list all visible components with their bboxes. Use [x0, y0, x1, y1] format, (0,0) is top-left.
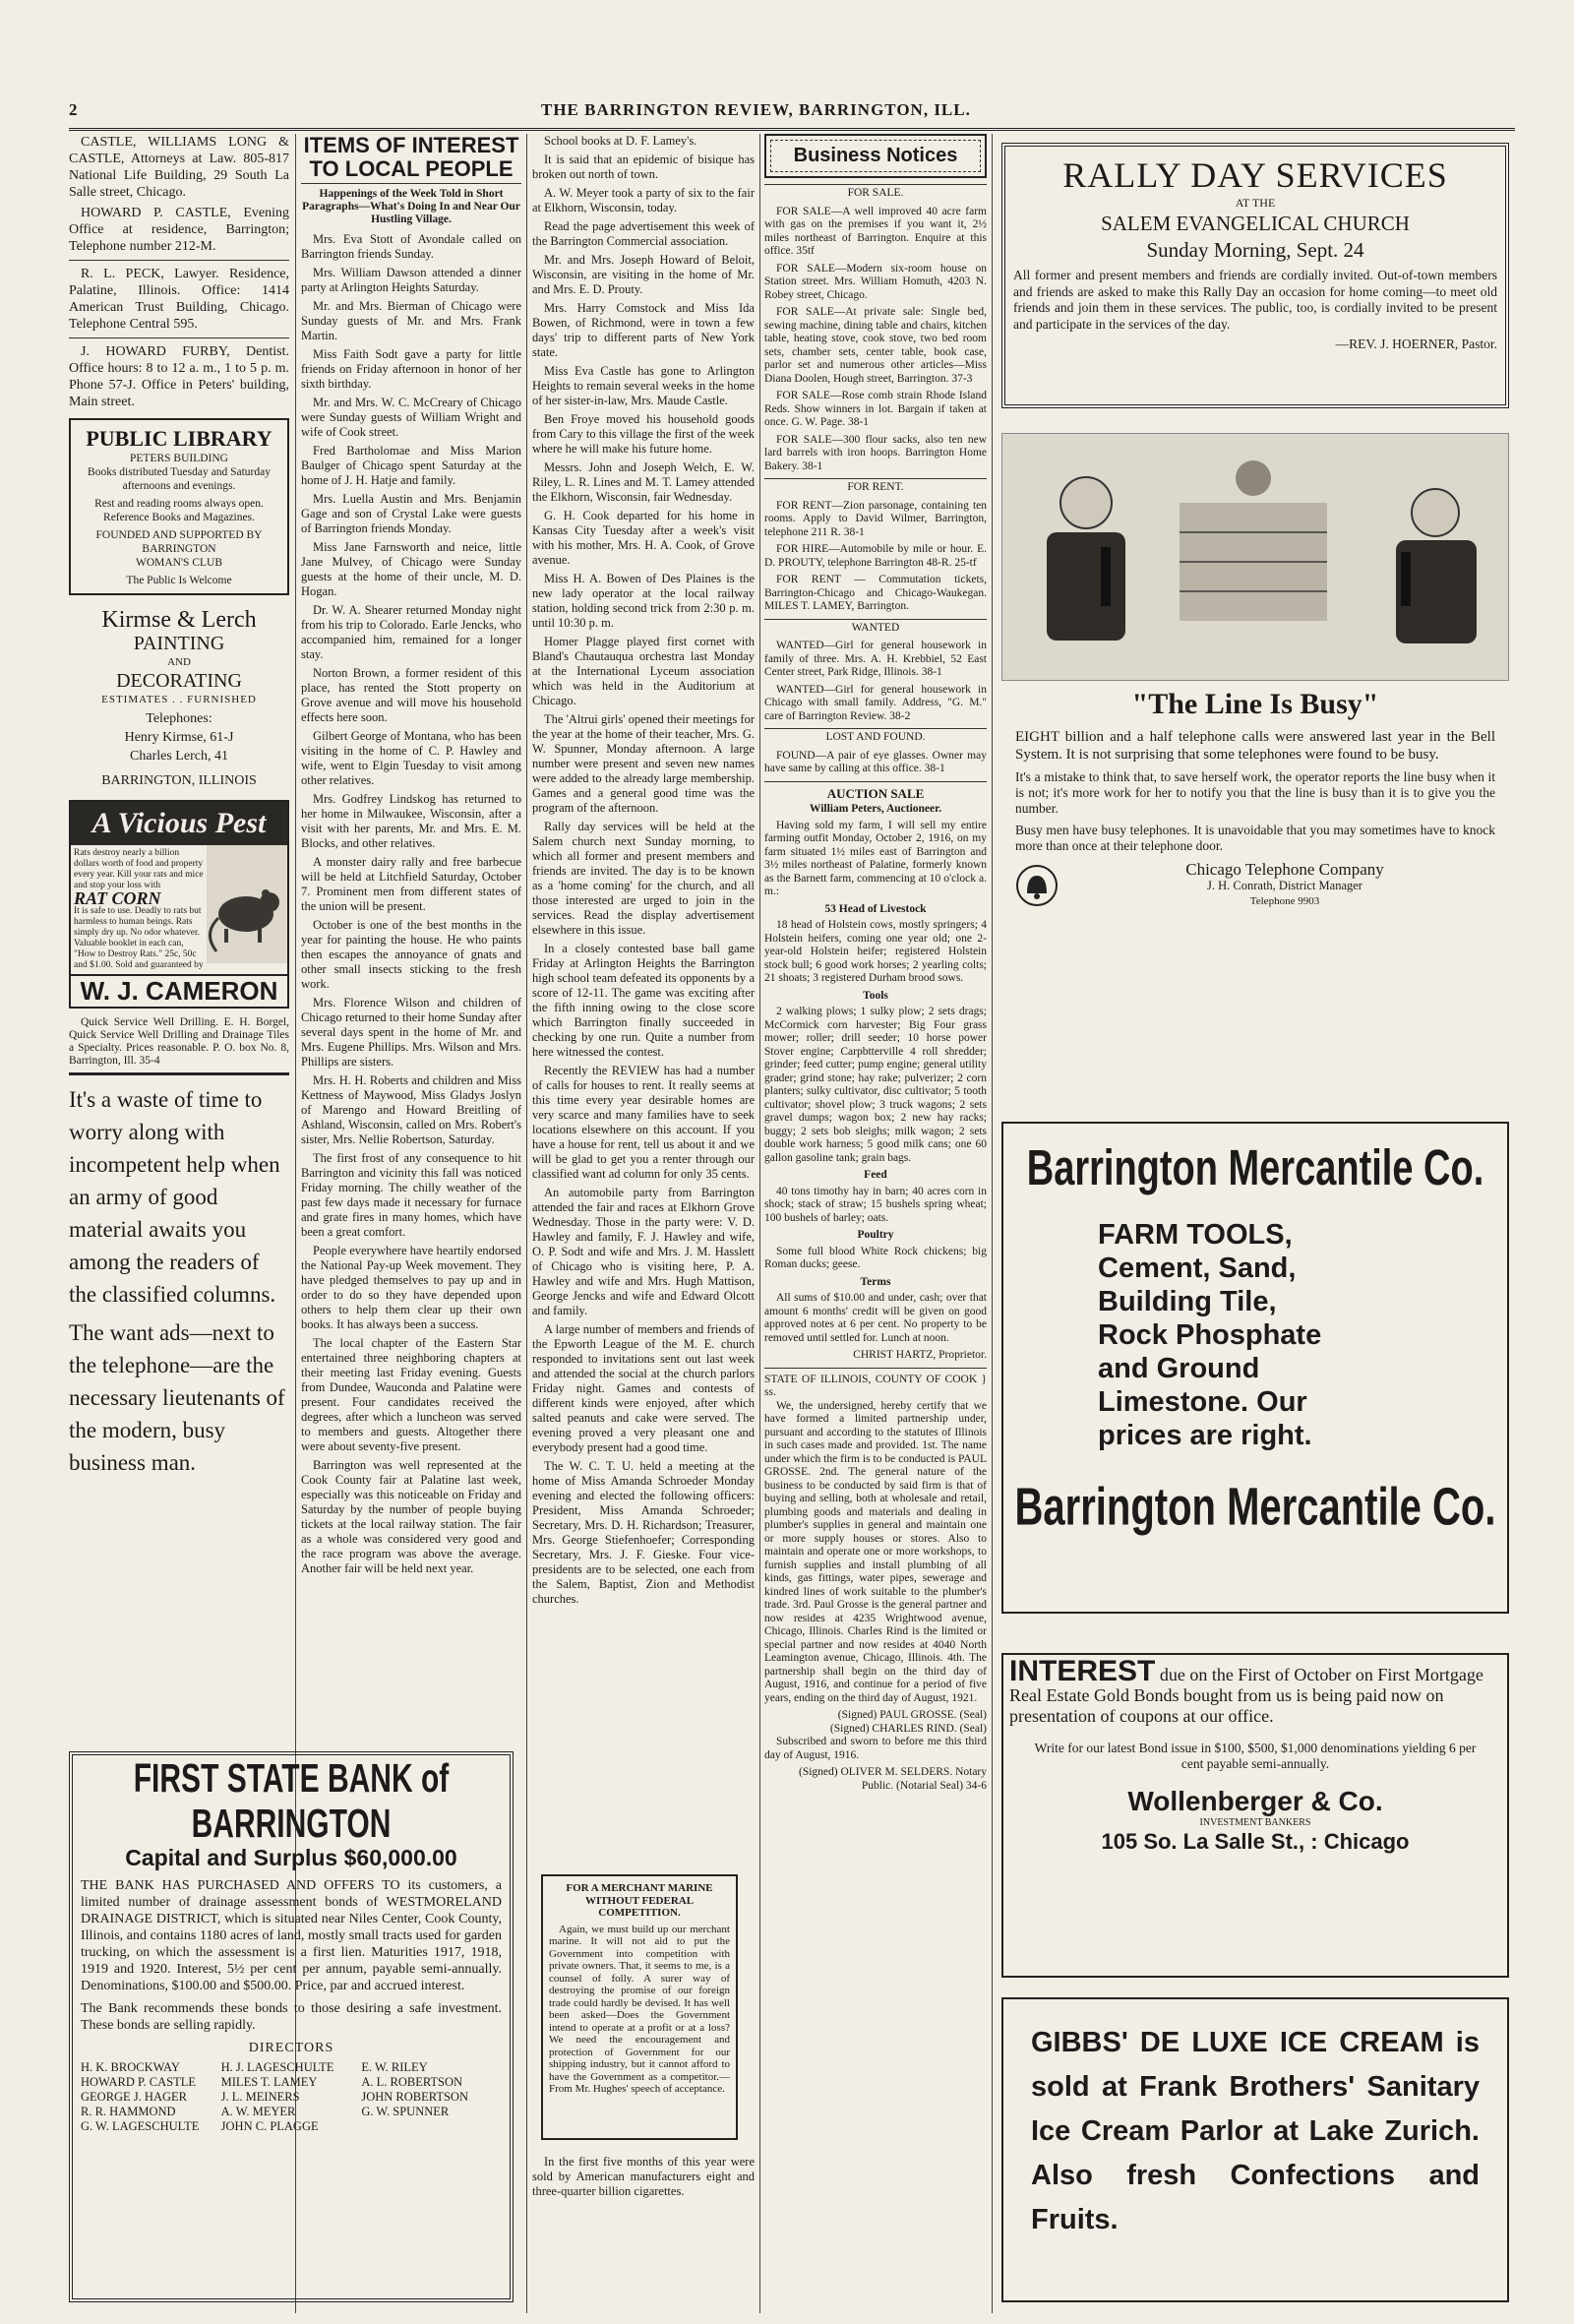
auctioneer: William Peters, Auctioneer. [809, 803, 942, 815]
classified-item: FOR RENT — Commutation tickets, Barrington-Chicago and Chicago-Waukegan. MILES T. LAMEY, Barrington. [764, 574, 987, 612]
interest-bond-text: Write for our latest Bond issue in $100, $500, $1,000 denominations yielding 6 per cent payable semi-annually. [1034, 1741, 1477, 1771]
state-heading: STATE OF ILLINOIS, COUNTY OF COOK } ss. [764, 1373, 987, 1398]
auction-proprietor: CHRIST HARTZ, Proprietor. [853, 1349, 987, 1361]
marine-title: FOR A MERCHANT MARINE WITHOUT FEDERAL COMPETITION. [566, 1882, 713, 1919]
telephone-company: Chicago Telephone Company [1185, 860, 1384, 879]
bank-title: FIRST STATE BANK of BARRINGTON [133, 1757, 450, 1847]
partnership-text: We, the undersigned, hereby certify that we have formed a limited partnership under, pursuant and according to the statutes of Illinois in such cases made and provided. 1st. The name under which the firm is to be conducted is PAUL GROSSE. 2nd. The general nature of the business to be conducted by said firm is that of buying and selling, both at wholesale and retail, plumbing goods and materials and dealing in plumber's supplies in general and maintain one or more supply houses or stores. Also to maintain and operate one or more workshops, to furnish supplies and install plumbing of all kinds, gas fittings, water pipes, sewerage and kindred lines of work suitable to the plumber's trade. 3rd. Paul Grosse is the general partner and now resides at 4235 Wrightwood avenue, Chicago, Illinois. Charles Rind is the limited or special partner and now resides at 4040 North Leamington avenue, Chicago, Illinois. 4th. The partnership shall begin on the third day of August, 1916, and continue for a period of five years, ending on the third day of August, 1921. [764, 1399, 987, 1704]
bell-icon [1015, 864, 1074, 907]
local-item: In a closely contested base ball game Friday at Arlington Heights the Barrington high school team defeated its opponents by a score of 12-11. The game was exciting after the fifth inning owing to the close score which Barrington finally succeeded in checking by one run. Quite a number from here witnessed the contest. [532, 942, 755, 1059]
local-items-subtitle: Happenings of the Week Told in Short Paragraphs—What's Doing In and Near Our Hustling Village. [302, 188, 520, 225]
local-item: Norton Brown, a former resident of this place, has rented the Stott property on Grove avenue and will move his household effects here soon. [301, 666, 521, 724]
local-item: Miss Faith Sodt gave a party for little friends on Friday afternoon in honor of her sixth birthday. [301, 347, 521, 391]
rat-corn-brand: RAT CORN [74, 888, 161, 908]
masthead-title: THE BARRINGTON REVIEW, BARRINGTON, ILL. [541, 100, 971, 119]
lost-found-item: FOUND—A pair of eye glasses. Owner may have same by calling at this office. 38-1 [764, 749, 987, 774]
bank-capital: Capital and Surplus $60,000.00 [125, 1845, 457, 1870]
classified-item: FOR SALE—At private sale: Single bed, sewing machine, dining table and chairs, kitchen table, heating stove, cook stove, two bed room sets, chamber sets, center table, book case, parlor set and numerous other articles—Miss Diana Doolen, Hough street, Barrington. 37-3 [764, 306, 987, 385]
furby-card: J. HOWARD FURBY, Dentist. Office hours: 8 to 12 a. m., 1 to 5 p. m. Phone 57-J. Office in Peters' building, Main street. [69, 344, 289, 409]
poultry-heading: Poultry [857, 1229, 894, 1241]
local-item: Mrs. Luella Austin and Mrs. Benjamin Gage and son of Crystal Lake were guests of Barrington friends Monday. [301, 492, 521, 535]
local-item: Mr. and Mrs. Bierman of Chicago were Sunday guests of Mr. and Mrs. Frank Martin. [301, 299, 521, 342]
wollenberger-name: Wollenberger & Co. [1127, 1786, 1383, 1816]
local-item: Miss Jane Farnsworth and neice, little Jane Mulvey, of Chicago were Sunday guests at the home of their uncle, M. D. Hogan. [301, 540, 521, 598]
mercantile-ad: Barrington Mercantile Co. FARM TOOLS, Cement, Sand, Building Tile, Rock Phosphate and Ground Limestone. Our prices are right. Barrington Mercantile Co. [1001, 1122, 1509, 1614]
bank-offer-text: THE BANK HAS PURCHASED AND OFFERS TO its customers, a limited number of drainage assessment bonds of WESTMORELAND DRAINAGE DISTRICT, which is situated near Niles Center, Cook County, Illinois, and contains 1180 acres of land, mostly small tracts used for garden trucking, on which the assessment is a first lien. Maturities 1917, 1918, 1919 and 1920. Interest, 5½ per cent per annum, payable semi-annually. Denominations, $100.00 and $500.00. Price, par and accrued interest. [81, 1878, 502, 1993]
director-name: HOWARD P. CASTLE [81, 2075, 197, 2089]
local-item: The W. C. T. U. held a meeting at the home of Miss Amanda Schroeder Monday evening and elected the following officers: President, Miss Amanda Schroeder; Secretary, Mrs. D. H. Richardson; Treasurer, Mrs. George Stiefenhoefer; Corresponding Secretary, Mrs. J. F. Gieske. Four vice-presidents are to be selected, one each from the Salem, Baptist, Zion and Methodist churches. [532, 1459, 755, 1606]
local-item: Mr. and Mrs. Joseph Howard of Beloit, Wisconsin, are visiting in the home of Mr. and Mrs. E. D. Prouty. [532, 253, 755, 296]
library-ad: PUBLIC LIBRARY PETERS BUILDING Books distributed Tuesday and Saturday afternoons and evenings. Rest and reading rooms always open. Reference Books and Magazines. FOUNDED AND SUPPORTED BY BARRINGTON WOMAN'S CLUB The Public Is Welcome [69, 418, 289, 595]
classified-item: FOR HIRE—Automobile by mile or hour. E. D. PROUTY, telephone Barrington 48-R. 25-tf [764, 543, 987, 569]
classified-item: FOR SALE—300 flour sacks, also ten new lard barrels with iron hoops. Barrington Home Bakery. 38-1 [764, 433, 987, 472]
local-item: School books at D. F. Lamey's. [544, 134, 697, 148]
feed-heading: Feed [864, 1169, 887, 1181]
wanted-list [764, 640, 987, 723]
for-rent-heading: FOR RENT. [764, 478, 987, 495]
local-item: Messrs. John and Joseph Welch, E. W. Riley, L. R. Lines and M. T. Lamey attended the Elkhorn, Wisconsin, fair Wednesday. [532, 460, 755, 504]
local-item: The 'Altrui girls' opened their meetings for the year at the home of their teacher, Mrs. G. W. Spunner, Monday afternoon. A large number were present and seven new names were added to the already large membership. Games and a general good time was the program of the afternoon. [532, 712, 755, 815]
well-drilling-ad: Quick Service Well Drilling. E. H. Borgel, Quick Service Well Drilling and Drainage Tiles a Specialty. Prices reasonable. P. O. box No. 8, Barrington, Ill. 35-4 [69, 1016, 289, 1067]
local-item: Mrs. William Dawson attended a dinner party at Arlington Heights Saturday. [301, 266, 521, 294]
column-1 [69, 134, 289, 1747]
local-item: Read the page advertisement this week of the Barrington Commercial association. [532, 219, 755, 248]
local-item: Mrs. H. H. Roberts and children and Miss Kettness of Maywood, Miss Gladys Joslyn of Marengo and Howard Breitling of Ashland, Wisconsin, called on Mrs. Robert's sister, Mrs. Nellie Robertson, Saturday. [301, 1073, 521, 1146]
director-name: JOHN C. PLAGGE [220, 2119, 319, 2133]
local-item: A monster dairy rally and free barbecue will be held at Litchfield Saturday, October 7. Prominent men from different states of the union will be present. [301, 855, 521, 913]
local-item: Dr. W. A. Shearer returned Monday night from his trip to Colorado. Earle Jencks, who accompanied him, remained for a longer stay. [301, 603, 521, 661]
local-items-list [301, 232, 521, 1576]
local-item: A large number of members and friends of the Epworth League of the M. E. church responded to invitations sent out last week and attended the social at the church parlors Friday night. Games and contests of different kinds were enjoyed, after which salted peanuts and cake were served. The evening proved a very pleasant one and everybody present had a good time. [532, 1322, 755, 1454]
director-name: JOHN ROBERTSON [361, 2090, 468, 2104]
local-item: Recently the REVIEW has had a number of calls for houses to rent. It really seems at this time every year desirable homes are very scarce and many families have to seek locations elsewhere on this account. If you have a house for rent, tell us about it and we will be glad to get you a renter through our classified want ad column for only 35 cents. [532, 1064, 755, 1181]
local-item: Rally day services will be held at the Salem church next Sunday morning, to which all former and present members and friends are invited. The day is to be known as a 'home coming' for the church, and all those interested are urged to join in the services. Read the display advertisement elsewhere in this issue. [532, 820, 755, 937]
classified-item: FOR SALE—A well improved 40 acre farm with gas on the premises if you want it, 2½ miles northeast of Barrington. Enquire at this office. 35tf [764, 205, 987, 257]
local-item: Mrs. Eva Stott of Avondale called on Barrington friends Sunday. [301, 232, 521, 261]
classified-promo-2: The want ads—next to the telephone—are the necessary lieutenants of the modern, busy business man. [69, 1320, 285, 1475]
rat-corn-ad: A Vicious Pest Rats destroy nearly a billion dollars worth of food and property every year. Kill your rats and mice and stop your loss with RAT CORN It is safe to use. Deadly to rats but harmless to human beings. Rats simply dry up. No odor whatever. Valuable booklet in each can, "How to Destroy Rats." 25c, 50c and $1.00. Sold and guaranteed by W. J. CAMERON [69, 800, 289, 1009]
directors-list [81, 2060, 502, 2134]
howard-castle-card: HOWARD P. CASTLE, Evening Office at residence, Barrington; Telephone number 212-M. [69, 206, 289, 254]
local-item: An automobile party from Barrington attended the fair and races at Elkhorn Grove Wednesday. Those in the party were: V. D. Hawley and family, F. J. Hawley and wife, O. P. Sodt and wife and Mrs. J. M. Hasslett of Chicago who is visiting here, P. A. Hawley and wife and Mrs. Hugh Mattison, George Jencks and wife and Edward Olcott and family. [532, 1186, 755, 1317]
classified-item: WANTED—Girl for general housework in Chicago with small family. Address, "G. M." care of Barrington Review. 38-2 [764, 683, 987, 722]
telephone-p2: It's a mistake to think that, to save herself work, the operator reports the line busy when it is not; it's more work for her to notify you that the line is busy than it is to give you the number. [1015, 769, 1495, 816]
telephone-p3: Busy men have busy telephones. It is unavoidable that you may sometimes have to knock more than once at their telephone door. [1015, 823, 1495, 853]
local-item: Gilbert George of Montana, who has been visiting in the home of C. P. Hawley and wife, went to Elgin Tuesday to visit among other relatives. [301, 729, 521, 787]
director-name [361, 2119, 502, 2134]
local-item: Miss H. A. Bowen of Des Plaines is the new lady operator at the local railway station, holding second trick from 2:30 p. m. until 10:30 p. m. [532, 572, 755, 630]
local-item: Mrs. Florence Wilson and children of Chicago returned to their home Sunday after several days spent in the home of Mr. and Mrs. Eugene Phillips. Mrs. Wilson and Mrs. Phillips are sisters. [301, 996, 521, 1069]
local-items-title-1: ITEMS OF INTEREST [303, 134, 519, 157]
lost-found-heading: LOST AND FOUND. [764, 728, 987, 745]
director-name: H. J. LAGESCHULTE [220, 2060, 334, 2074]
first-state-bank-ad [69, 1751, 514, 2302]
director-name: J. L. MEINERS [220, 2090, 300, 2104]
column-2 [301, 134, 521, 1747]
classified-item: FOR RENT—Zion parsonage, containing ten rooms. Apply to David Wilmer, Barrington, telephone 211 R. 38-1 [764, 499, 987, 538]
bank-recommend-text: The Bank recommends these bonds to those desiring a safe investment. These bonds are selling rapidly. [81, 2001, 502, 2033]
mercantile-title: Barrington Mercantile Co. [1026, 1140, 1484, 1197]
telephone-title: "The Line Is Busy" [1131, 688, 1379, 720]
livestock-heading: 53 Head of Livestock [824, 902, 927, 915]
for-rent-list [764, 500, 987, 614]
local-item: Barrington was well represented at the Cook County fair at Palatine last week, especially was this noticeable on Friday and Saturday by the number of people buying tickets at the local railway station. The fair as a whole was considered very good and the race program was above the average. Another fair will be held next year. [301, 1458, 521, 1575]
director-name: GEORGE J. HAGER [81, 2090, 187, 2104]
local-item: People everywhere have heartily endorsed the National Pay-up Week movement. They have pledged themselves to pay up and in order to do so they have depended upon others to help them clear up their own books. It has always been a success. [301, 1244, 521, 1331]
classified-item: WANTED—Girl for general housework in family of three. Mrs. A. H. Krebbiel, 52 East Center street, Park Ridge, Illinois. 38-1 [764, 640, 987, 678]
tools-heading: Tools [863, 989, 888, 1002]
interest-title: INTEREST [1009, 1655, 1156, 1687]
column-3 [532, 134, 755, 1747]
pest-title: A Vicious Pest [71, 802, 287, 845]
local-item: The first frost of any consequence to hit Barrington and vicinity this fall was noticed Friday morning. The chilly weather of the past few days made it necessary for furnace and grate fires in many homes, which have been a great comfort. [301, 1151, 521, 1239]
page-number: 2 [69, 100, 79, 119]
directors-heading: DIRECTORS [248, 2041, 334, 2055]
local-items-continued [532, 134, 755, 1607]
director-name: G. W. SPUNNER [361, 2105, 450, 2118]
terms-heading: Terms [860, 1275, 891, 1288]
local-item: October is one of the best months in the year for painting the house. He who paints then escapes the annoyance of gnats and other small insects sticking to the fresh work. [301, 918, 521, 991]
gibbs-ice-cream-ad [1001, 1997, 1509, 2302]
telephone-illustration [1001, 433, 1509, 681]
wollenberger-address: 105 So. La Salle St., : Chicago [1101, 1829, 1410, 1854]
castle-card: CASTLE, WILLIAMS LONG & CASTLE, Attorneys at Law. 805-817 National Life Building, 29 South La Salle street, Chicago. [69, 135, 289, 200]
masthead [69, 96, 1515, 131]
gibbs-text: GIBBS' DE LUXE ICE CREAM is sold at Frank Brothers' Sanitary Ice Cream Parlor at Lake Zurich. Also fresh Confections and Fruits. [1031, 2027, 1480, 2235]
for-sale-heading: FOR SALE. [764, 184, 987, 201]
auction-text: Having sold my farm, I will sell my entire farming outfit Monday, October 2, 1916, on my farm situated 1½ miles east of Barrington and 3½ miles northeast of Palatine, formerly known as the Barnett farm, commencing at 10 o'clock a. m.: [764, 819, 987, 897]
marine-text: Again, we must build up our merchant marine. It will not aid to put the Government into competition with private owners. That, it seems to me, is a counsel of folly. A surer way of destroying the promise of our foreign trade could hardly be devised. It has well been asked—Does the Government intend to operate at a profit or at a loss? We need the encouragement and protection of Government for our shipping industry, but it cannot afford to have the Government as a competitor.—From Mr. Hughes' speech of acceptance. [549, 1923, 730, 2095]
local-item: A. W. Meyer took a party of six to the fair at Elkhorn, Wisconsin, today. [532, 186, 755, 214]
local-item: Ben Froye moved his household goods from Cary to this village the first of the week where he will make his future home. [532, 412, 755, 456]
classified-promo-1: It's a waste of time to worry along with incompetent help when an army of good material awaits you among the readers of the classified columns. [69, 1087, 280, 1307]
director-name: G. W. LAGESCHULTE [81, 2119, 200, 2133]
local-items-title-2: TO LOCAL PEOPLE [309, 156, 514, 181]
director-name: H. K. BROCKWAY [81, 2060, 180, 2074]
peck-card: R. L. PECK, Lawyer. Residence, Palatine, Illinois. Office: 1414 American Trust Building, Chicago. Telephone Central 595. [69, 267, 289, 332]
for-sale-list [764, 206, 987, 474]
rally-pastor: —REV. J. HOERNER, Pastor. [1335, 336, 1497, 351]
merchant-marine-box [541, 1874, 738, 2140]
director-name: MILES T. LAMEY [220, 2075, 318, 2089]
cameron-name: W. J. CAMERON [71, 974, 287, 1007]
local-item: It is said that an epidemic of bisique has broken out north of town. [532, 153, 755, 181]
rally-church: SALEM EVANGELICAL CHURCH [1101, 212, 1410, 235]
rally-day: Sunday Morning, Sept. 24 [1146, 238, 1364, 262]
interest-text: due on the First of October on First Mortgage Real Estate Gold Bonds bought from us is being paid now on presentation of coupons at our office. [1009, 1665, 1483, 1726]
local-item: Mrs. Harry Comstock and Miss Ida Bowen, of Richmond, were in town a few days' trip to different parts of New York state. [532, 301, 755, 359]
director-name: A. W. MEYER [220, 2105, 296, 2118]
local-item: The local chapter of the Eastern Star entertained three neighboring chapters at their meeting last Friday evening. Guests from Dundee, Wauconda and Palatine were present. Four candidates received the degrees, after which a luncheon was served to members and guests. Altogether there were about seventy-five present. [301, 1336, 521, 1453]
mercantile-footer: Barrington Mercantile Co. [1014, 1478, 1496, 1537]
cigarette-note: In the first five months of this year were sold by American manufacturers eight and three-quarter billion cigarettes. [532, 2155, 755, 2198]
auction-title: AUCTION SALE [826, 785, 925, 801]
local-item: Mrs. Godfrey Lindskog has returned to her home in Milwaukee, Wisconsin, after a visit with her parents, Mr. and Mrs. E. M. Blocks, and other relatives. [301, 792, 521, 850]
telephone-ad: "The Line Is Busy" EIGHT billion and a half telephone calls were answered last year in the Bell System. It is not surprising that some telephones were found to be busy. It's a mistake to think that, to save herself work, the operator reports the line busy when it is not; it's more work for her to notify you that the line is busy than it is to give you the number. Busy men have busy telephones. It is unavoidable that you may sometimes have to knock more than once at their telephone door. Chicago Telephone Company J. H. Conrath, District Manager Telephone 9903 [1001, 433, 1509, 964]
kirmse-lerch-ad: Kirmse & Lerch PAINTING AND DECORATING ESTIMATES . . FURNISHED Telephones: Henry Kirmse, 61-J Charles Lerch, 41 BARRINGTON, ILLINOIS [101, 607, 257, 788]
wanted-heading: WANTED [764, 619, 987, 636]
director-name: A. L. ROBERTSON [361, 2075, 463, 2089]
local-item: G. H. Cook departed for his home in Kansas City Tuesday after a week's visit with his mother, Mrs. H. A. Cook, of Grove avenue. [532, 509, 755, 567]
rally-day-ad: RALLY DAY SERVICES AT THE SALEM EVANGELICAL CHURCH Sunday Morning, Sept. 24 All former and present members and friends are cordially invited. Out-of-town members and friends are asked to make this Rally Day an occasion for home coming—to meet old friends and join them in these services. The public, too, is cordially invited to be present and participate in the services of the day. —REV. J. HOERNER, Pastor. [1001, 143, 1509, 408]
column-4: Business Notices FOR SALE. FOR SALE—A well improved 40 acre farm with gas on the premises if you want it, 2½ miles northeast of Barrington. Enquire at this office. 35tf FOR SALE—Modern six-room house on Station street. Mrs. William Homuth, 4203 N. Robey street, Chicago. FOR SALE—At private sale: Single bed, sewing machine, dining table and chairs, kitchen table, heating stove, cook stove, two bed room sets, chamber sets, center table, book case, parlor set and numerous other articles—Miss Diana Doolen, Hough street, Barrington. 37-3 FOR SALE—Rose comb strain Rhode Island Reds. Show winners in lot. Bargain if taken at once. G. W. Page. 38-1 FOR SALE—300 flour sacks, also ten new lard barrels with iron hoops. Barrington Home Bakery. 38-1 FOR RENT. FOR RENT—Zion parsonage, containing ten rooms. Apply to David Wilmer, Barrington, telephone 211 R. 38-1 FOR HIRE—Automobile by mile or hour. E. D. PROUTY, telephone Barrington 48-R. 25-tf FOR RENT — Commutation tickets, Barrington-Chicago and Chicago-Waukegan. MILES T. LAMEY, Barrington. WANTED WANTED—Girl for general housework in family of three. Mrs. A. H. Krebbiel, 52 East Center street, Park Ridge, Illinois. 38-1 WANTED—Girl for general housework in Chicago with small family. Address, "G. M." care of Barrington Review. 38-2 LOST AND FOUND. FOUND—A pair of eye glasses. Owner may have same by calling at this office. 38-1 AUCTION SALE William Peters, Auctioneer. Having sold my farm, I will sell my entire farming outfit Monday, October 2, 1916, on my farm situated 1½ miles east of Barrington and 3½ miles northeast of Palatine, formerly known as the Barnett farm, commencing at 10 o'clock a. m.: 53 Head of Livestock 18 head of Holstein cows, mostly springers; 4 Holstein heifers, coming one year old; one 2-year-old Holstein heifer; registered Holstein stock bull; 6 good work horses; 2 yearling colts; 21 shoats; 3 registered Durham brood sows. Tools 2 walking plows; 1 sulky plow; 2 sets drags; McCormick corn harvester; Big Four grass mower; roller; drill seeder; 10 horse power Stover engine; Carpbtterville 4 roll shredder; grinder; feed cutter; pump engine; general utility grader; grind stone; hay rake; pulverizer; 2 corn planters; sulky cultivator, disc cultivator; 5 tooth cultivator; shovel plow; 3 truck wagons; 2 sets gravel dumps; wagon box; 2 new hay racks; buggy; 2 sets bob sleighs; milk wagon; 2 sets double work harness; 5 good milk cans; one 60 gallon gasoline tank; grain bags. Feed 40 tons timothy hay in barn; 40 acres corn in shock; stack of straw; 15 bushels spring wheat; 100 bushels of barley; oats. Poultry Some full blood White Rock chickens; big Roman ducks; geese. Terms All sums of $10.00 and under, cash; over that amount 6 months' credit will be given on good approved notes at 6 per cent. No property to be removed until settled for. Lunch at noon. CHRIST HARTZ, Proprietor. STATE OF ILLINOIS, COUNTY OF COOK } ss. We, the undersigned, hereby certify that we have formed a limited partnership under, pursuant and according to the statutes of Illinois in such cases made and provided. 1st. The name under which the firm is to be conducted is PAUL GROSSE. 2nd. The general nature of the business to be conducted by said firm is that of buying and selling, both at wholesale and retail, plumbing goods and materials and dealing in plumber's supplies in general and maintain one or more supply houses or stores. Also to maintain and operate one or more workshops, to furnish supplies and install plumbing of all kinds, gas fittings, water pipes, sewerage and kindred lines of work suitable to the plumber's trade. 3rd. Paul Grosse is the general partner and now resides at 4235 Wrightwood avenue, Chicago, Illinois. Charles Rind is the limited or special partner and now resides at 4040 North Leamington avenue, Chicago, Illinois. 4th. The partnership shall begin on the third day of August, 1916, and continue for a period of five years, ending on the third day of August, 1921. (Signed) PAUL GROSSE. (Seal) (Signed) CHARLES RIND. (Seal) Subscribed and sworn to before me this third day of August, 1916. (Signed) OLIVER M. SELDERS. Notary Public. (Notarial Seal) 34-6 [764, 134, 987, 2313]
interest-ad: INTEREST due on the First of October on First Mortgage Real Estate Gold Bonds bought from us is being paid now on presentation of coupons at our office. Write for our latest Bond issue in $100, $500, $1,000 denominations yielding 6 per cent payable semi-annually. Wollenberger & Co. INVESTMENT BANKERS 105 So. La Salle St., : Chicago [1001, 1653, 1509, 1978]
local-item: Homer Plagge played first cornet with Bland's Chautauqua orchestra last Monday at the International Lyceum association which was held in the Auditorium at Chicago. [532, 635, 755, 707]
local-item: Mr. and Mrs. W. C. McCreary of Chicago were Sunday guests of William Wright and wife of Cook street. [301, 396, 521, 439]
business-notices-header: Business Notices [764, 134, 987, 178]
local-item: Miss Eva Castle has gone to Arlington Heights to remain several weeks in the home of her sister-in-law, Mrs. Maude Castle. [532, 364, 755, 407]
telephone-p1: EIGHT billion and a half telephone calls were answered last year in the Bell System. It is not surprising that some telephones were found to be busy. [1015, 729, 1495, 763]
local-item: Fred Bartholomae and Miss Marion Baulger of Chicago spent Saturday at the home of J. H. Hatje and family. [301, 444, 521, 487]
rally-title: RALLY DAY SERVICES [1062, 155, 1448, 195]
classified-item: FOR SALE—Modern six-room house on Station street. Mrs. William Homuth, 4203 N. Robey street, Chicago. [764, 262, 987, 301]
director-name: R. R. HAMMOND [81, 2105, 176, 2118]
rally-text: All former and present members and friends are cordially invited. Out-of-town members and friends are asked to make this Rally Day an occasion for home coming—to meet old friends and join them in these services. The public, too, is cordially invited to be present and participate in the services of the day. [1013, 268, 1497, 332]
classified-item: FOR SALE—Rose comb strain Rhode Island Reds. Show winners in lot. Bargain if taken at once. G. W. Page. 38-1 [764, 390, 987, 428]
director-name: E. W. RILEY [361, 2060, 428, 2074]
rat-illustration [207, 845, 287, 974]
